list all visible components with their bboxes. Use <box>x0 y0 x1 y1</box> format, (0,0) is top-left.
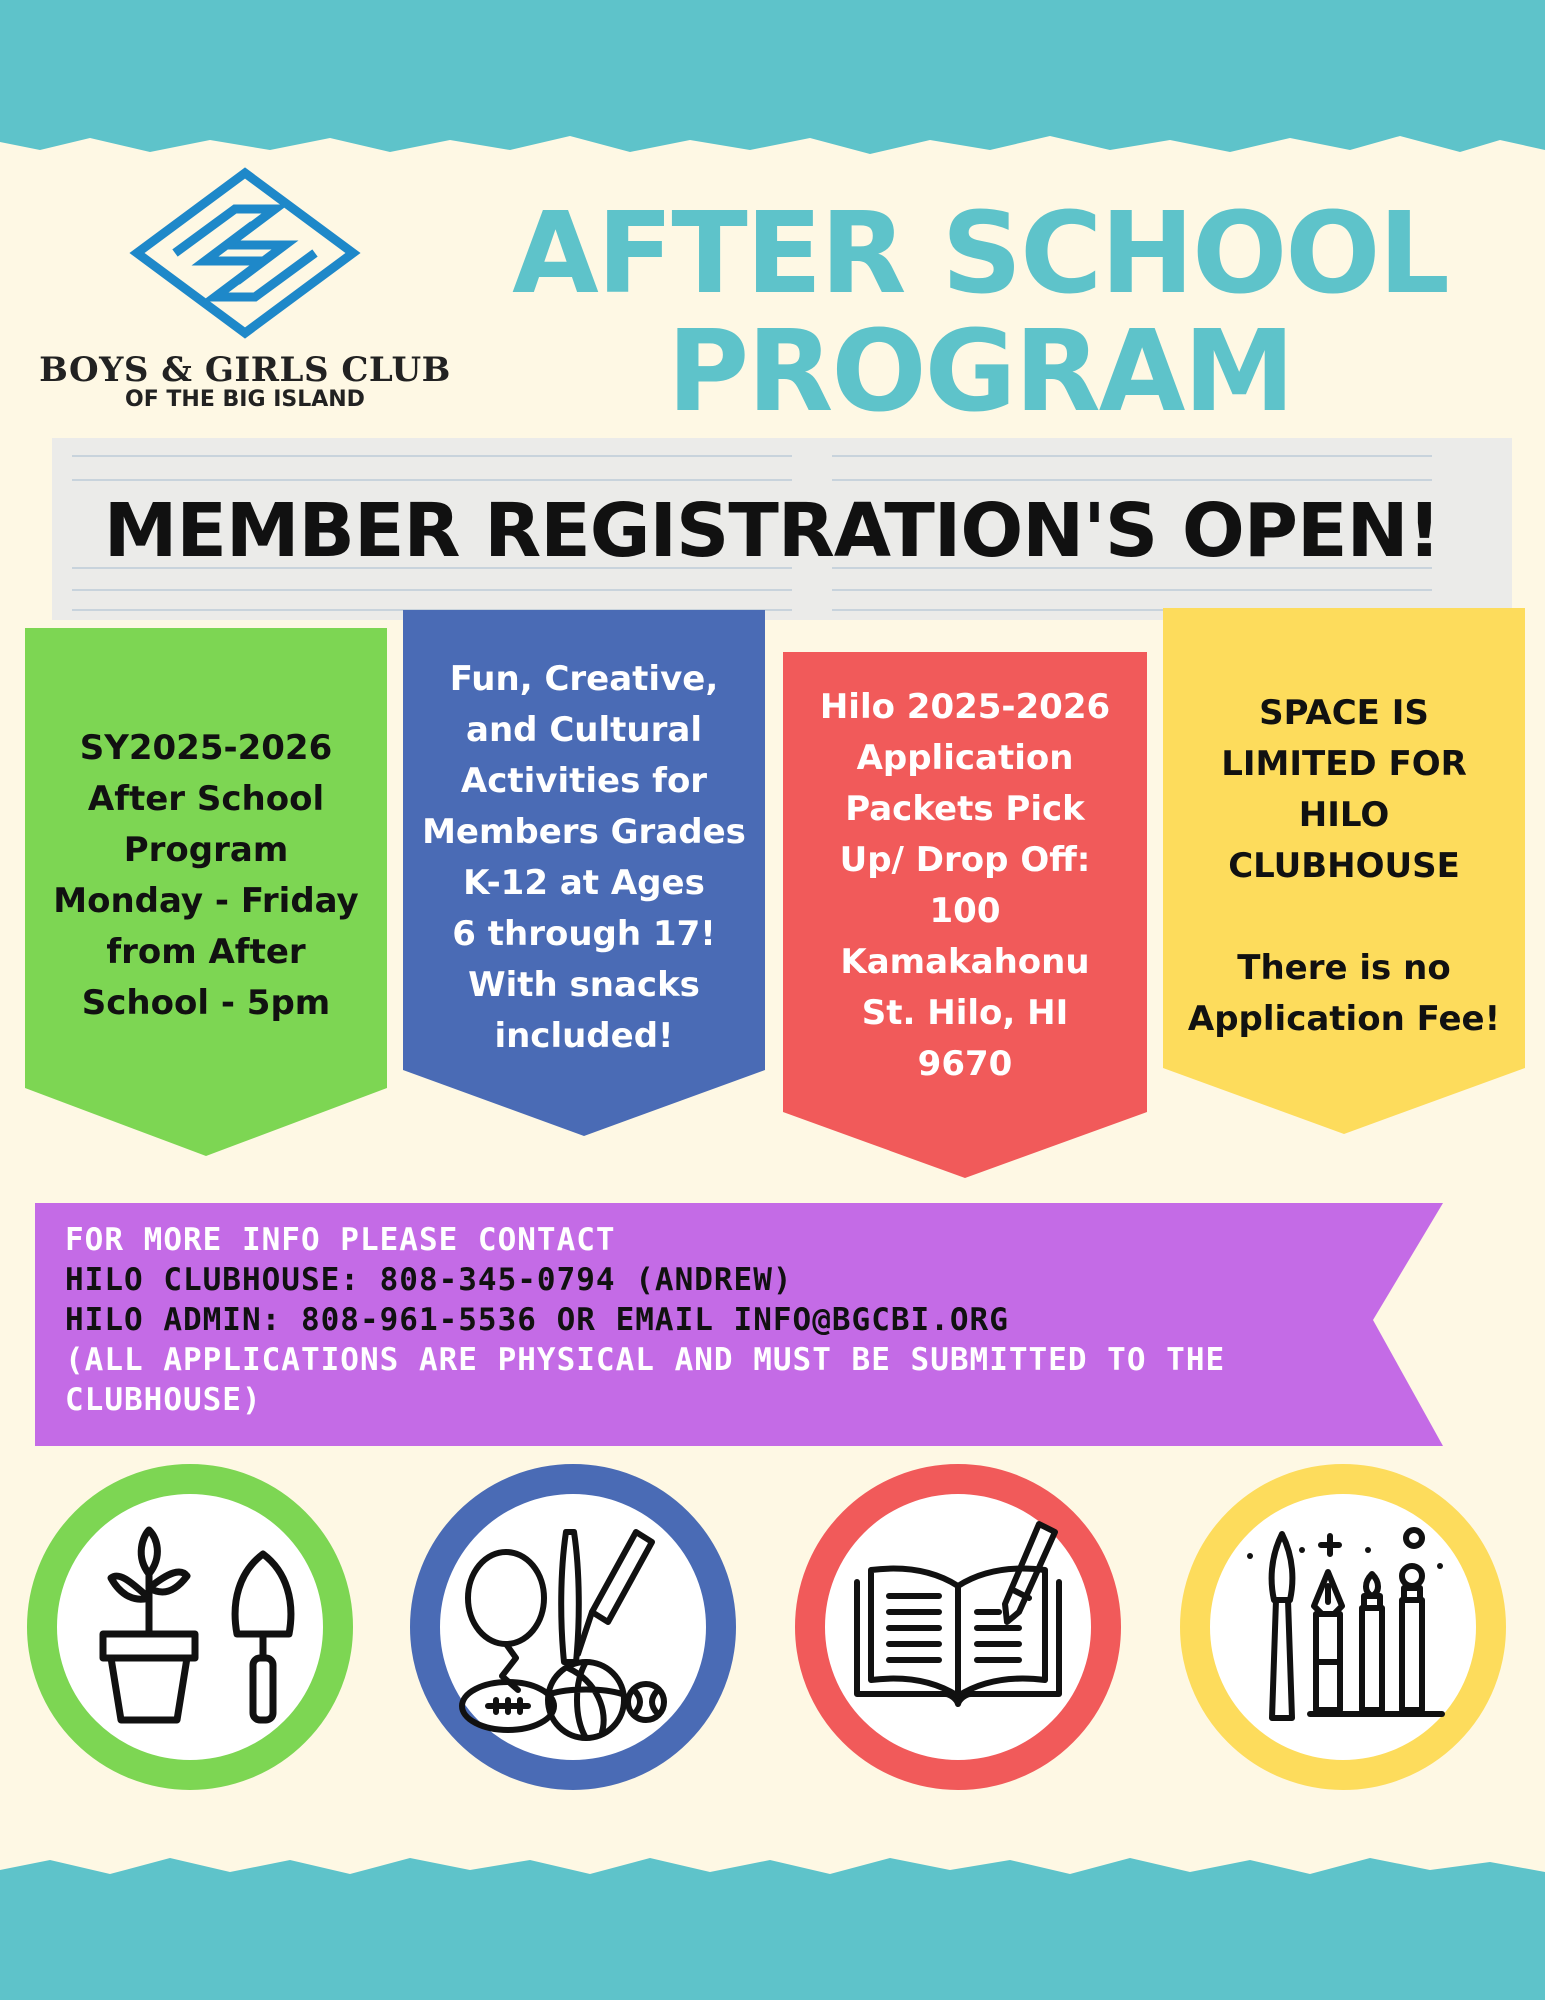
title-line-2: PROGRAM <box>667 307 1293 437</box>
contact-clubhouse-phone: HILO CLUBHOUSE: 808-345-0794 (ANDREW) <box>65 1262 793 1298</box>
logo-name: BOYS & GIRLS CLUB <box>39 350 451 390</box>
logo-subtitle: OF THE BIG ISLAND <box>125 387 365 412</box>
page-title <box>470 189 1490 437</box>
schedule-banner-text: SY2025-2026 After School Program Monday - Friday from After School - 5pm <box>53 728 359 1023</box>
sports-icon <box>408 1462 738 1792</box>
contact-intro: FOR MORE INFO PLEASE CONTACT <box>65 1222 616 1258</box>
bottom-teal-band <box>0 1840 1545 2000</box>
art-tools-icon <box>1178 1462 1508 1792</box>
activities-banner <box>403 610 765 1138</box>
contact-note-cont: CLUBHOUSE) <box>65 1382 262 1418</box>
pickup-banner <box>783 652 1147 1180</box>
registration-heading: MEMBER REGISTRATION'S OPEN! <box>103 488 1441 574</box>
title-line-1: AFTER SCHOOL <box>512 189 1448 319</box>
top-teal-band <box>0 0 1545 170</box>
club-logo <box>25 165 465 425</box>
contact-admin-email: HILO ADMIN: 808-961-5536 OR EMAIL INFO@BGCBI.ORG <box>65 1302 1009 1338</box>
gardening-icon <box>25 1462 355 1792</box>
pickup-banner-text: Hilo 2025-2026 Application Packets Pick Up/ Drop Off: 100 Kamakahonu St. Hilo, HI 9670 <box>819 687 1111 1084</box>
space-limited-banner-text: SPACE IS LIMITED FOR HILO CLUBHOUSE There is no Application Fee! <box>1187 693 1501 1039</box>
activities-banner-text: Fun, Creative, and Cultural Activities for Members Grades K-12 at Ages 6 through 17! With snacks included! <box>422 659 746 1056</box>
book-writing-icon <box>793 1462 1123 1792</box>
handshake-logo-icon <box>125 165 365 345</box>
schedule-banner <box>25 628 387 1158</box>
contact-text <box>65 1220 1395 1420</box>
space-limited-banner <box>1163 608 1525 1136</box>
contact-ribbon <box>35 1200 1445 1450</box>
contact-note: (ALL APPLICATIONS ARE PHYSICAL AND MUST BE SUBMITTED TO THE <box>65 1342 1226 1378</box>
